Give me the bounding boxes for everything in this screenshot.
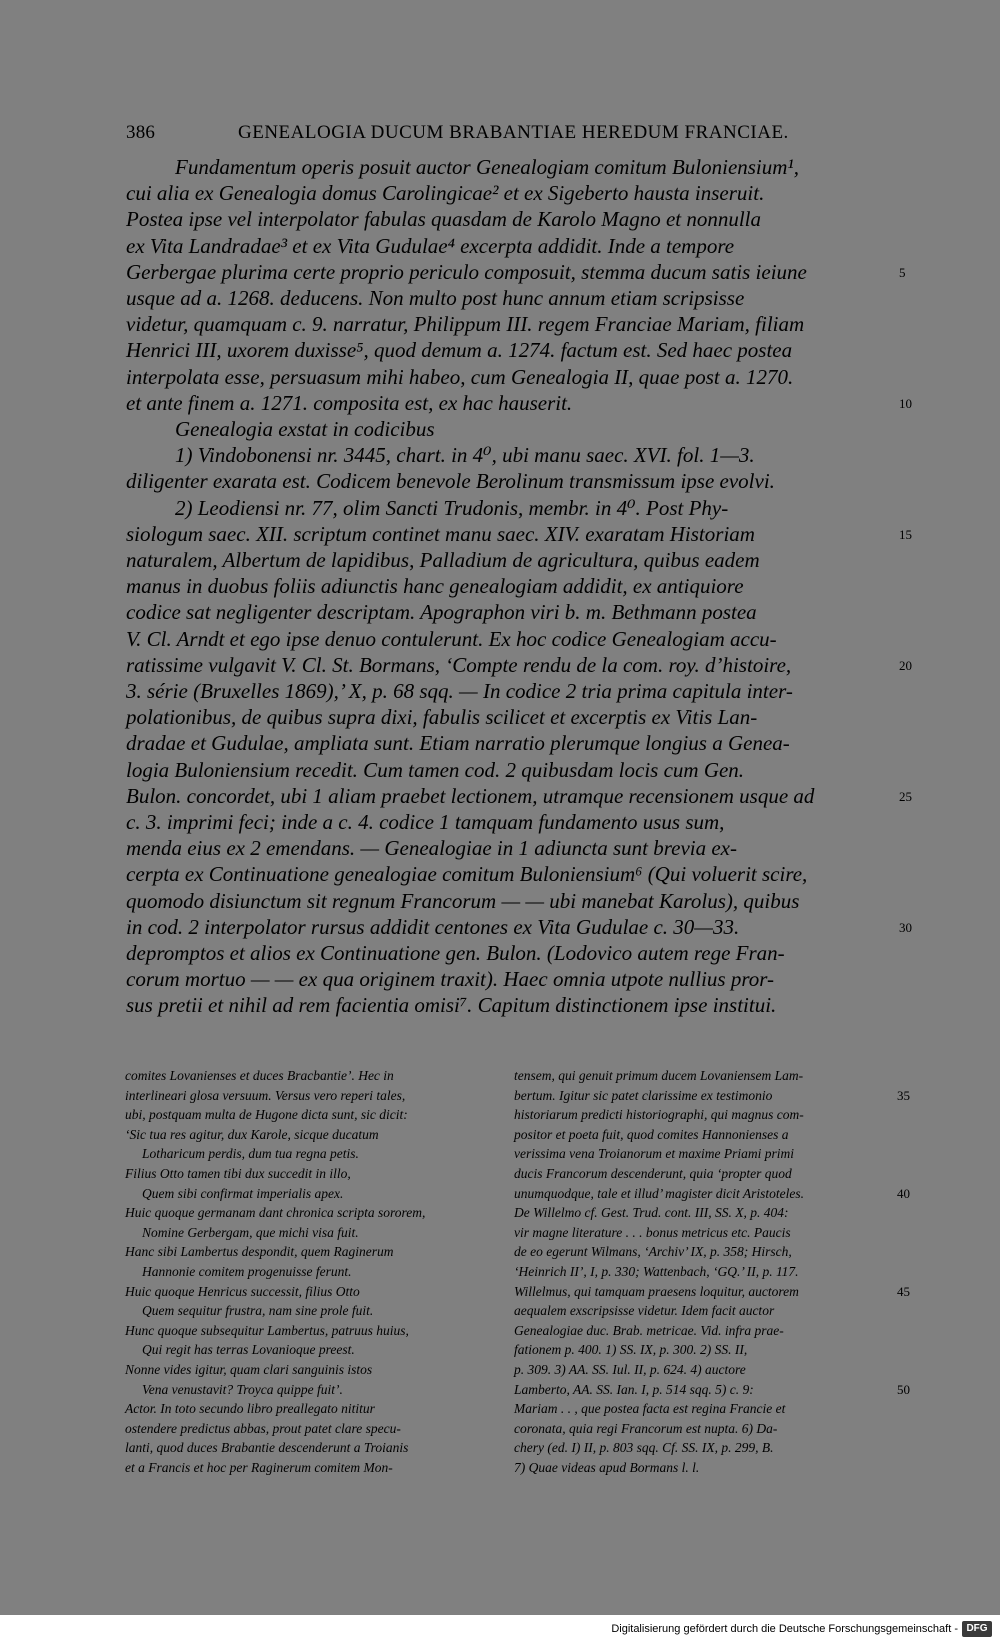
text-line: V. Cl. Arndt et ego ipse denuo contulerunt. Ex hoc codice Genealogiam accu- — [126, 626, 777, 651]
footnote-line: Hunc quoque subsequitur Lambertus, patruus huius, — [125, 1322, 409, 1338]
footnote-line: Huic quoque Henricus successit, filius Otto — [125, 1283, 360, 1299]
footnote-line: Mariam . . , que postea facta est regina Francie et — [514, 1401, 786, 1417]
margin-line-number: 45 — [897, 1283, 910, 1299]
footnote-line: Vena venustavit? Troyca quippe fuit’. — [142, 1381, 343, 1397]
text-line: dradae et Gudulae, ampliata sunt. Etiam narratio plerumque longius a Genea- — [126, 731, 790, 756]
margin-line-number: 10 — [899, 395, 912, 411]
footnote-line: ‘Heinrich II’, I, p. 330; Wattenbach, ‘GQ.’ II, p. 117. — [514, 1264, 799, 1279]
text-line: Gerbergae plurima certe proprio periculo composuit, stemma ducum satis ieiune — [126, 259, 807, 284]
text-line: corum mortuo — — ex qua originem traxit). Haec omnia utpote nullius pror- — [126, 967, 774, 992]
text-line: videtur, quamquam c. 9. narratur, Philippum III. regem Franciae Mariam, filiam — [126, 312, 805, 337]
text-line: 1) Vindobonensi nr. 3445, chart. in 4⁰, ubi manu saec. XVI. fol. 1—3. — [175, 443, 755, 468]
margin-line-number: 30 — [899, 919, 912, 935]
footnote-line: Hanc sibi Lambertus despondit, quem Raginerum — [125, 1244, 394, 1260]
footnote-line: p. 309. 3) AA. SS. Iul. II, p. 624. 4) auctore — [514, 1362, 746, 1377]
text-line: quomodo disiunctum sit regnum Francorum — — ubi manebat Karolus), quibus — [126, 888, 800, 913]
text-line: in cod. 2 interpolator rursus addidit centones ex Vita Gudulae c. 30—33. — [126, 914, 740, 939]
footnote-line: ‘Sic tua res agitur, dux Karole, sicque ducatum — [125, 1126, 379, 1142]
footnote-line: Genealogiae duc. Brab. metricae. Vid. infra prae- — [514, 1322, 784, 1338]
footnote-line: Quem sequitur frustra, nam sine prole fuit. — [142, 1303, 374, 1319]
margin-line-number: 35 — [897, 1087, 910, 1103]
text-line: usque ad a. 1268. deducens. Non multo post hunc annum etiam scripsisse — [126, 286, 745, 310]
text-line: diligenter exarata est. Codicem benevole Berolinum transmissum ipse evolvi. — [126, 469, 775, 494]
footnote-line: ducis Francorum descenderunt, quia ‘propter quod — [514, 1166, 792, 1181]
text-line: Postea ipse vel interpolator fabulas quasdam de Karolo Magno et nonnulla — [126, 207, 762, 232]
footnote-line: coronata, quia regi Francorum est nupta. 6) Da- — [514, 1420, 778, 1436]
footnote-line: De Willelmo cf. Gest. Trud. cont. III, SS. X, p. 404: — [514, 1205, 789, 1221]
footnote-line: Lamberto, AA. SS. Ian. I, p. 514 sqq. 5) c. 9: — [514, 1381, 754, 1397]
text-line: cui alia ex Genealogia domus Carolingicae² et ex Sigeberto hausta inseruit. — [126, 181, 765, 206]
margin-line-number: 20 — [899, 657, 912, 673]
text-line: et ante finem a. 1271. composita est, ex hac hauserit. — [126, 390, 573, 415]
footnote-line: bertum. Igitur sic patet clarissime ex testimonio — [514, 1087, 773, 1103]
footnote-line: Hannonie comitem progenuisse ferunt. — [142, 1264, 352, 1279]
text-line: polationibus, de quibus supra dixi, fabulis scilicet et excerptis ex Vitis Lan- — [126, 705, 758, 730]
footnote-line: interlineari glosa versuum. Versus vero reperi tales, — [125, 1087, 406, 1103]
footnote-line: Huic quoque germanam dant chronica scripta sororem, — [125, 1205, 426, 1221]
footnote-line: vir magne literature . . . bonus metricus etc. Paucis — [514, 1224, 791, 1240]
text-line: c. 3. imprimi feci; inde a c. 4. codice 1 tamquam fundamento usus sum, — [126, 810, 725, 834]
text-line: depromptos et alios ex Continuatione gen. Bulon. (Lodovico autem rege Fran- — [126, 941, 785, 965]
footnote-line: historiarum predicti historiographi, qui magnus com- — [514, 1107, 804, 1123]
footnote-line: Qui regit has terras Lovanioque preest. — [142, 1342, 355, 1358]
margin-line-number: 5 — [899, 264, 906, 280]
text-line: Genealogia exstat in codicibus — [175, 417, 435, 441]
footnote-line: comites Lovanienses et duces Bracbantie’. Hec in — [125, 1068, 394, 1083]
text-line: cerpta ex Continuatione genealogiae comitum Buloniensium⁶ (Qui voluerit scire, — [126, 862, 808, 887]
text-line: 3. série (Bruxelles 1869),’ X, p. 68 sqq. — In codice 2 tria prima capitula inter- — [126, 679, 793, 703]
text-line: menda eius ex 2 emendans. — Genealogiae in 1 adiuncta sunt brevia ex- — [126, 836, 737, 861]
footnote-line: ostendere predictus abbas, prout patet clare specu- — [125, 1420, 401, 1436]
text-line: manus in duobus foliis adiunctis hanc genealogiam addidit, ex antiquiore — [126, 574, 744, 599]
running-title: GENEALOGIA DUCUM BRABANTIAE HEREDUM FRANCIAE. — [238, 122, 789, 143]
text-line: logia Buloniensium recedit. Cum tamen cod. 2 quibusdam locis cum Gen. — [126, 757, 745, 782]
margin-line-number: 15 — [899, 526, 912, 542]
text-line: Henrici III, uxorem duxisse⁵, quod demum a. 1274. factum est. Sed haec postea — [126, 338, 793, 363]
margin-line-number: 25 — [899, 788, 912, 804]
digitization-footer — [0, 1615, 1000, 1645]
dfg-logo: DFG — [962, 1621, 992, 1637]
text-line: naturalem, Albertum de lapidibus, Palladium de agricultura, quibus eadem — [126, 548, 760, 572]
text-line: interpolata esse, persuasum mihi habeo, cum Genealogia II, quae post a. 1270. — [126, 364, 794, 389]
footnote-line: tensem, qui genuit primum ducem Lovaniensem Lam- — [514, 1068, 804, 1083]
footnote-line: chery (ed. I) II, p. 803 sqq. Cf. SS. IX, p. 299, B. — [514, 1440, 774, 1456]
footnote-line: unumquodque, tale et illud’ magister dicit Aristoteles. — [514, 1185, 804, 1201]
footnote-line: aequalem exscripsisse videtur. Idem facit auctor — [514, 1303, 775, 1319]
text-line: siologum saec. XII. scriptum continet manu saec. XIV. exaratam Historiam — [126, 521, 755, 546]
footnote-line: Actor. In toto secundo libro preallegato nititur — [125, 1401, 375, 1417]
footnote-line: positor et poeta fuit, quod comites Hannonienses a — [514, 1126, 789, 1142]
page-number: 386 — [126, 122, 156, 143]
footnote-line: ubi, postquam multa de Hugone dicta sunt, sic dicit: — [125, 1107, 408, 1123]
text-line: ratissime vulgavit V. Cl. St. Bormans, ‘Compte rendu de la com. roy. d’histoire, — [126, 652, 792, 677]
text-line: ex Vita Landradae³ et ex Vita Gudulae⁴ excerpta addidit. Inde a tempore — [126, 233, 735, 258]
footnote-line: 7) Quae videas apud Bormans l. l. — [514, 1460, 700, 1475]
margin-line-number: 40 — [897, 1185, 910, 1201]
margin-line-number: 50 — [897, 1381, 910, 1397]
footnote-line: Lotharicum perdis, dum tua regna petis. — [142, 1146, 359, 1162]
footnote-line: Nonne vides igitur, quam clari sanguinis istos — [125, 1362, 373, 1377]
footnote-line: fationem p. 400. 1) SS. IX, p. 300. 2) SS. II, — [514, 1342, 748, 1358]
text-line: 2) Leodiensi nr. 77, olim Sancti Trudonis, membr. in 4⁰. Post Phy- — [175, 495, 729, 520]
text-line: Bulon. concordet, ubi 1 aliam praebet lectionem, utramque recensionem usque ad — [126, 783, 815, 808]
footer-credit: Digitalisierung gefördert durch die Deutsche Forschungsgemeinschaft - — [611, 1623, 958, 1635]
footnote-line: et a Francis et hoc per Raginerum comitem Mon- — [125, 1460, 393, 1475]
footnote-line: de eo egerunt Wilmans, ‘Archiv’ IX, p. 358; Hirsch, — [514, 1244, 792, 1260]
footnote-line: verissima vena Troianorum et maxime Priami primi — [514, 1146, 794, 1162]
text-line: codice sat negligenter descriptam. Apographon viri b. m. Bethmann postea — [126, 600, 757, 625]
footnote-line: Quem sibi confirmat imperialis apex. — [142, 1185, 344, 1201]
text-line: sus pretii et nihil ad rem facientia omisi⁷. Capitum distinctionem ipse institui. — [126, 993, 777, 1018]
footnote-line: Willelmus, qui tamquam praesens loquitur, auctorem — [514, 1283, 799, 1299]
footnote-line: lanti, quod duces Brabantie descenderunt a Troianis — [125, 1440, 409, 1456]
text-line: Fundamentum operis posuit auctor Genealogiam comitum Buloniensium¹, — [175, 155, 799, 179]
footnote-line: Filius Otto tamen tibi dux succedit in illo, — [125, 1166, 351, 1181]
footnote-line: Nomine Gerbergam, que michi visa fuit. — [142, 1224, 359, 1240]
running-header — [126, 122, 896, 152]
